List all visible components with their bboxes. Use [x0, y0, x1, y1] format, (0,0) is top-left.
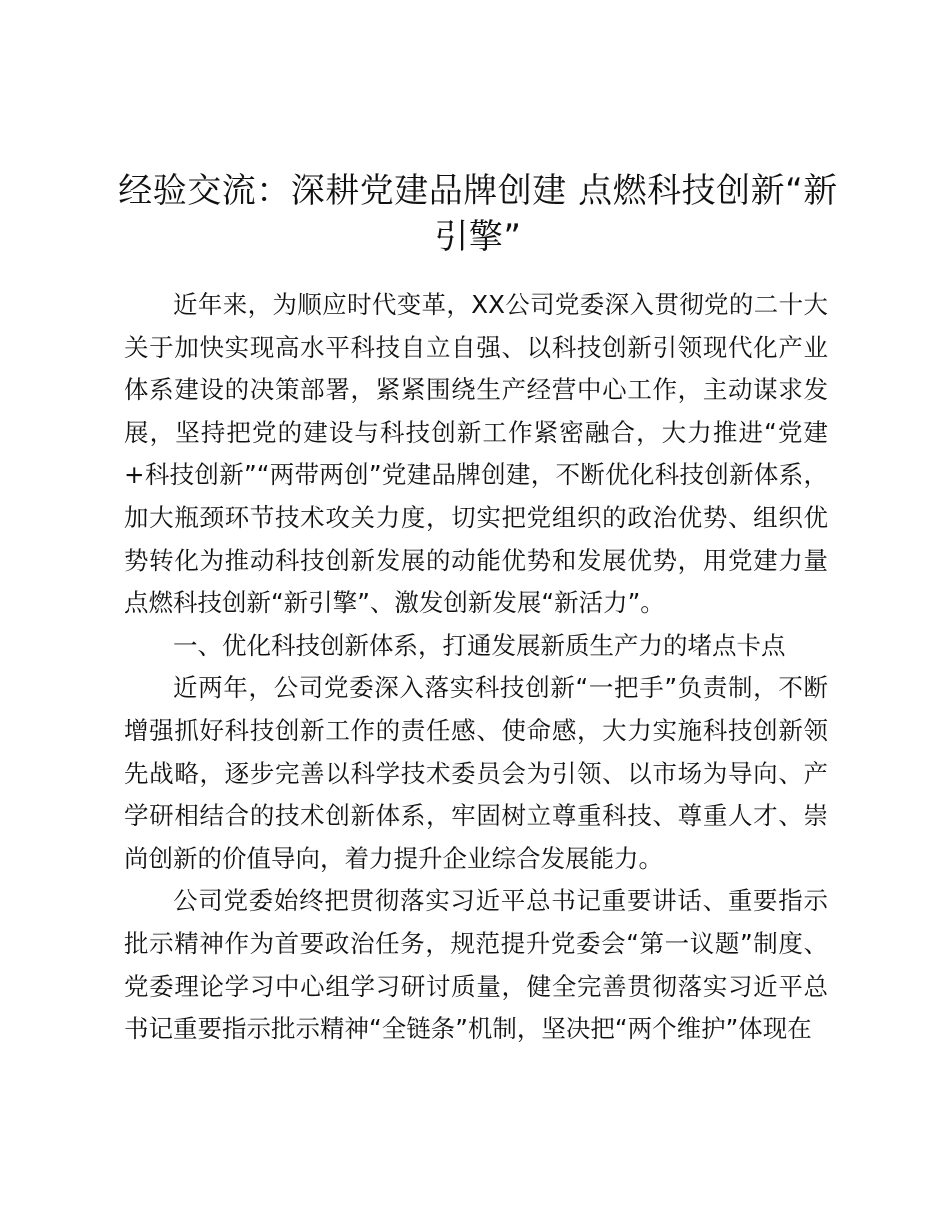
- section-heading-1: 一、优化科技创新体系，打通发展新质生产力的堵点卡点: [173, 630, 786, 660]
- document-title: 经验交流：深耕党建品牌创建 点燃科技创新“新引擎”: [118, 171, 838, 257]
- paragraph-party-committee: 公司党委始终把贯彻落实习近平总书记重要讲话、重要指示批示精神作为首要政治任务，规范提升党委会“第一议题”制度、党委理论学习中心组学习研讨质量，健全完善贯彻落实习近平总书记重要指示批示精神“全链条”机制，坚决把“两个维护”体现在: [124, 886, 828, 1044]
- paragraph-intro: 近年来，为顺应时代变革，XX公司党委深入贯彻党的二十大关于加快实现高水平科技自立自强、以科技创新引领现代化产业体系建设的决策部署，紧紧围绕生产经营中心工作，主动谋求发展，坚持把党的建设与科技创新工作紧密融合，大力推进“党建+科技创新”“两带两创”党建品牌创建，不断优化科技创新体系，加大瓶颈环节技术攻关力度，切实把党组织的政治优势、组织优势转化为推动科技创新发展的动能优势和发展优势，用党建力量点燃科技创新“新引擎”、激发创新发展“新活力”。: [124, 290, 828, 618]
- document-body: [124, 284, 828, 1051]
- paragraph-section-1: 近两年，公司党委深入落实科技创新“一把手”负责制，不断增强抓好科技创新工作的责任感、使命感，大力实施科技创新领先战略，逐步完善以科学技术委员会为引领、以市场为导向、产学研相结合的技术创新体系，牢固树立尊重科技、尊重人才、崇尚创新的价值导向，着力提升企业综合发展能力。: [124, 673, 828, 873]
